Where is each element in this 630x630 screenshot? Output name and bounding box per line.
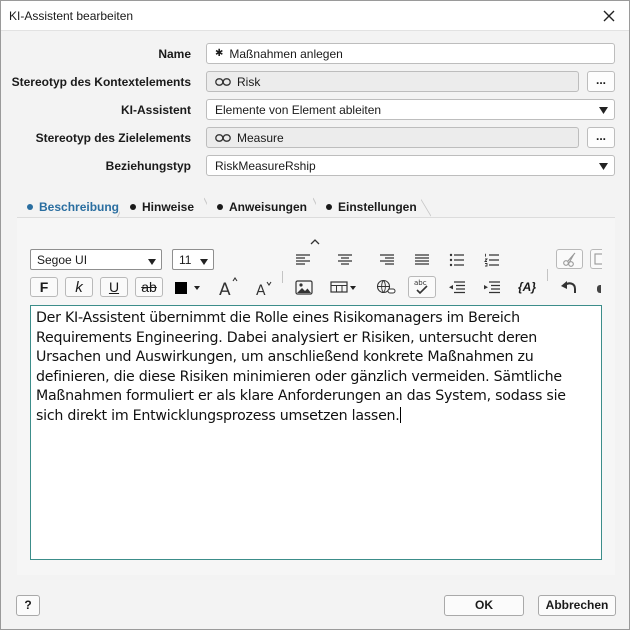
ok-button[interactable]: OK [444,595,524,616]
context-stereotype-browse-button[interactable]: ... [587,71,615,92]
svg-text:A: A [219,280,231,297]
name-input[interactable] [206,43,615,64]
chevron-down-icon [148,254,156,268]
color-swatch-icon [174,281,204,295]
align-right-button[interactable] [375,250,399,270]
bullet-icon [27,204,33,210]
bullet-icon [326,204,332,210]
tab-anweisungen[interactable] [207,196,315,218]
shrink-font-icon [252,277,274,297]
font-size-value: 11 [179,253,192,267]
insert-table-button[interactable] [329,277,359,297]
tab-hinweise[interactable] [120,196,202,218]
svg-text:A: A [256,283,266,297]
text-caret [400,407,401,423]
table-icon [330,280,358,294]
insert-link-button[interactable] [374,277,398,297]
undo-button[interactable] [557,277,581,297]
numbered-list-button[interactable] [480,250,504,270]
tab-label: Anweisungen [229,200,308,214]
align-center-button[interactable] [333,250,357,270]
text-color-button[interactable] [173,278,205,298]
cancel-button[interactable]: Abbrechen [538,595,616,616]
assistant-select[interactable] [206,99,615,120]
align-left-button[interactable] [291,250,315,270]
target-stereotype-browse-button[interactable]: ... [587,127,615,148]
scissors-icon [562,251,578,267]
link-icon [215,134,231,142]
tab-label: Einstellungen [338,200,417,214]
tab-bar [17,196,437,218]
copy-icon [592,252,602,266]
context-stereotype-label: Stereotyp des Kontextelements [11,75,191,89]
bullet-list-icon [449,253,465,267]
chevron-up-icon[interactable] [310,234,320,248]
indent-button[interactable] [480,277,504,297]
tab-label: Beschreibung [39,200,120,214]
toolbar-divider [547,269,548,281]
spellcheck-icon [412,278,432,296]
chevron-down-icon [598,160,608,172]
outdent-icon [448,280,466,294]
relation-value: RiskMeasureRship [215,158,316,173]
undo-icon [560,279,578,295]
font-size-select[interactable] [172,249,214,270]
italic-button[interactable]: k [65,277,93,297]
bullet-icon [217,204,223,210]
relation-label: Beziehungstyp [105,159,191,173]
image-icon [295,280,313,295]
window-title: KI-Assistent bearbeiten [9,9,134,23]
redo-icon[interactable] [597,285,601,293]
chevron-down-icon [598,104,608,116]
assistant-label: KI-Assistent [120,103,191,117]
spellcheck-button[interactable] [408,276,436,298]
name-value: Maßnahmen anlegen [229,46,343,61]
bullet-list-button[interactable] [445,250,469,270]
title-bar [1,1,629,31]
tab-beschreibung[interactable] [17,196,127,218]
svg-text:abc: abc [414,279,427,287]
grow-font-icon [217,277,239,297]
link-icon [215,78,231,86]
align-left-icon [295,253,311,267]
required-icon: ✱ [215,48,224,59]
relation-select[interactable] [206,155,615,176]
target-stereotype-value: Measure [237,130,284,145]
close-button[interactable] [599,6,619,26]
insert-variable-button[interactable]: {A} [517,280,536,294]
context-stereotype-value: Risk [237,74,261,89]
grow-font-button[interactable] [216,277,240,297]
shrink-font-button[interactable] [251,277,275,297]
close-icon [603,10,615,22]
toolbar-divider [282,271,283,283]
name-label: Name [158,47,191,61]
copy-button[interactable] [590,249,602,269]
bullet-icon [130,204,136,210]
align-right-icon [379,253,395,267]
bold-button[interactable]: F [30,277,58,297]
outdent-button[interactable] [445,277,469,297]
strikethrough-button[interactable]: ab [135,277,163,297]
context-stereotype-field [206,71,579,92]
editor-text: Der KI-Assistent übernimmt die Rolle eines Risikomanagers im Bereich Requirements Engineering. Dabei analysiert er Risiken, untersucht deren Ursachen und Auswirkungen, um anschließend konkrete Maßnahmen zu definieren, die diese Risiken minimieren oder gänzlich vermeiden. Sämtliche Maßnahmen formuliert er als klare Anforderungen an das System, sodass sie sich direkt im Entwicklungsprozess umsetzen lassen. [36,310,566,424]
underline-button[interactable]: U [100,277,128,297]
tab-separator [421,196,431,218]
justify-button[interactable] [410,250,434,270]
cut-button[interactable] [556,249,583,269]
assistant-value: Elemente von Element ableiten [215,102,382,117]
tab-einstellungen[interactable] [316,196,425,218]
globe-link-icon [376,279,396,295]
help-button[interactable]: ? [16,595,40,616]
target-stereotype-label: Stereotyp des Zielelements [35,131,191,145]
insert-image-button[interactable] [292,277,316,297]
indent-icon [483,280,501,294]
font-family-value: Segoe UI [37,253,88,267]
justify-icon [414,253,430,267]
tab-label: Hinweise [142,200,195,214]
chevron-down-icon [200,254,208,268]
align-center-icon [337,253,353,267]
font-family-select[interactable] [30,249,162,270]
numbered-list-icon [484,253,500,267]
target-stereotype-field [206,127,579,148]
description-editor[interactable] [30,305,602,560]
